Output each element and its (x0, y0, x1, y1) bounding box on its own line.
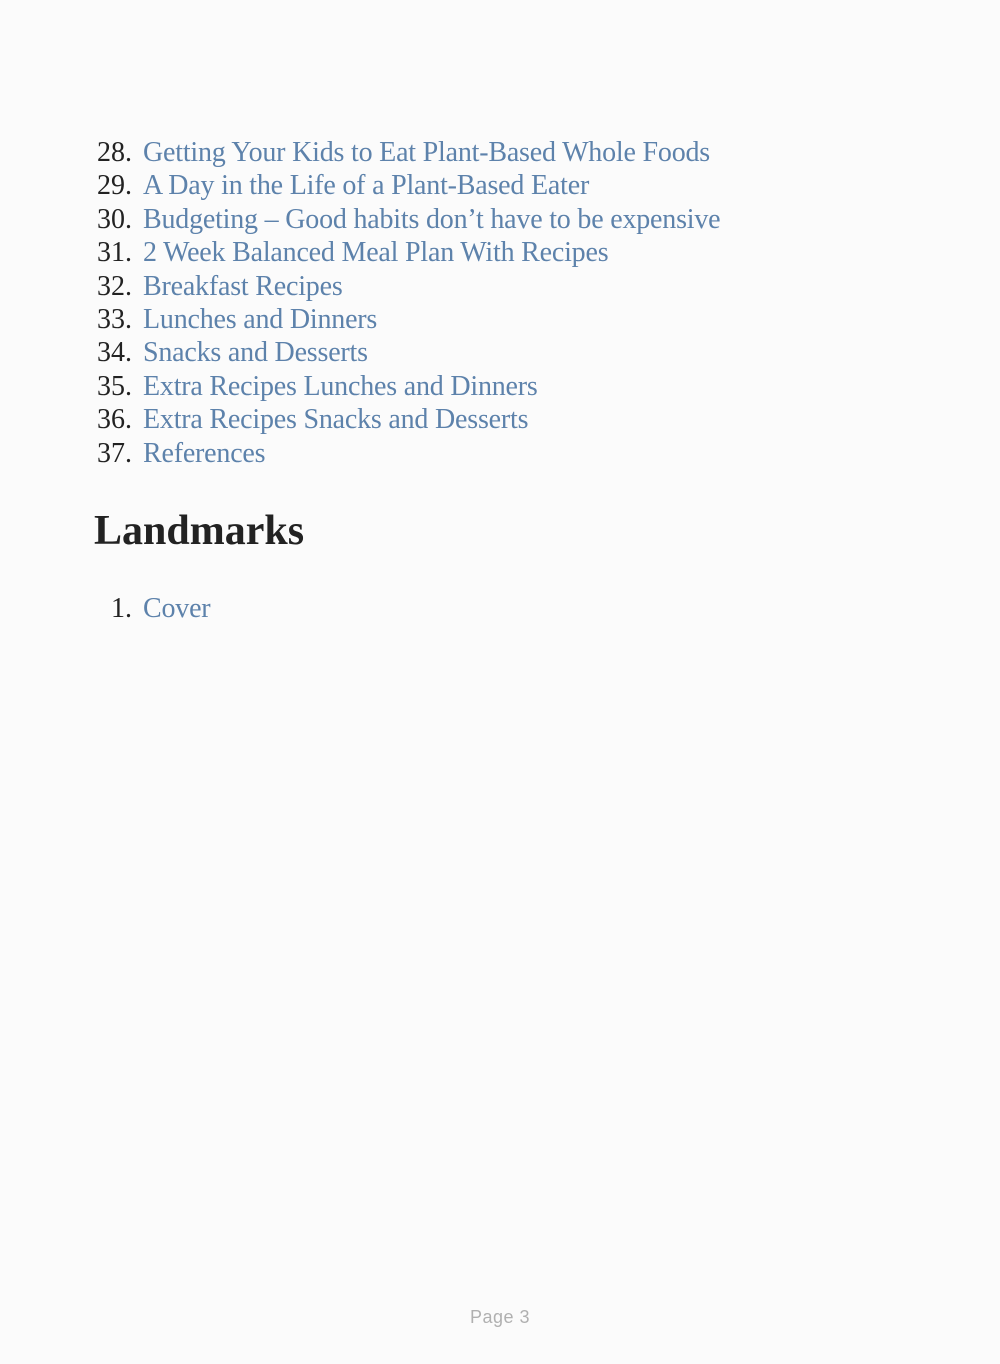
toc-item-number: 33. (97, 303, 132, 335)
toc-item (0, 303, 1000, 336)
toc-item-number: 34. (97, 337, 132, 369)
toc-link-breakfast-recipes[interactable]: Breakfast Recipes (143, 270, 343, 302)
toc-item (0, 236, 1000, 269)
toc-link-snacks-desserts[interactable]: Snacks and Desserts (143, 337, 368, 369)
toc-item-number: 32. (97, 270, 132, 302)
toc-item-number: 36. (97, 404, 132, 436)
toc-link-day-in-life[interactable]: A Day in the Life of a Plant-Based Eater (143, 170, 590, 202)
toc-link-meal-plan[interactable]: 2 Week Balanced Meal Plan With Recipes (143, 237, 609, 269)
toc-link-references[interactable]: References (143, 437, 266, 469)
landmarks-list (0, 592, 1000, 625)
toc-item (0, 169, 1000, 202)
toc-link-extra-snacks-desserts[interactable]: Extra Recipes Snacks and Desserts (143, 404, 529, 436)
landmarks-heading: Landmarks (94, 508, 305, 554)
toc-item (0, 437, 1000, 470)
landmark-item (0, 592, 1000, 625)
toc-item-number: 30. (97, 203, 132, 235)
toc-item-number: 29. (97, 170, 132, 202)
page-number: Page 3 (469, 1307, 531, 1327)
toc-item (0, 336, 1000, 369)
toc-link-extra-lunches-dinners[interactable]: Extra Recipes Lunches and Dinners (143, 370, 538, 402)
toc-item (0, 136, 1000, 169)
toc-item-number: 28. (97, 137, 132, 168)
toc-item (0, 270, 1000, 303)
toc-item-number: 35. (97, 370, 132, 402)
toc-item-number: 37. (97, 437, 132, 469)
toc-link-kids-plant-based[interactable]: Getting Your Kids to Eat Plant-Based Whole Foods (143, 137, 710, 168)
toc-item (0, 370, 1000, 403)
toc-link-lunches-dinners[interactable]: Lunches and Dinners (143, 303, 378, 335)
toc-list (0, 136, 1000, 470)
landmark-link-cover[interactable]: Cover (143, 593, 211, 624)
toc-item (0, 203, 1000, 236)
toc-item (0, 403, 1000, 436)
landmark-item-number: 1. (111, 593, 132, 624)
toc-item-number: 31. (97, 237, 132, 269)
toc-link-budgeting[interactable]: Budgeting – Good habits don’t have to be expensive (143, 203, 721, 235)
